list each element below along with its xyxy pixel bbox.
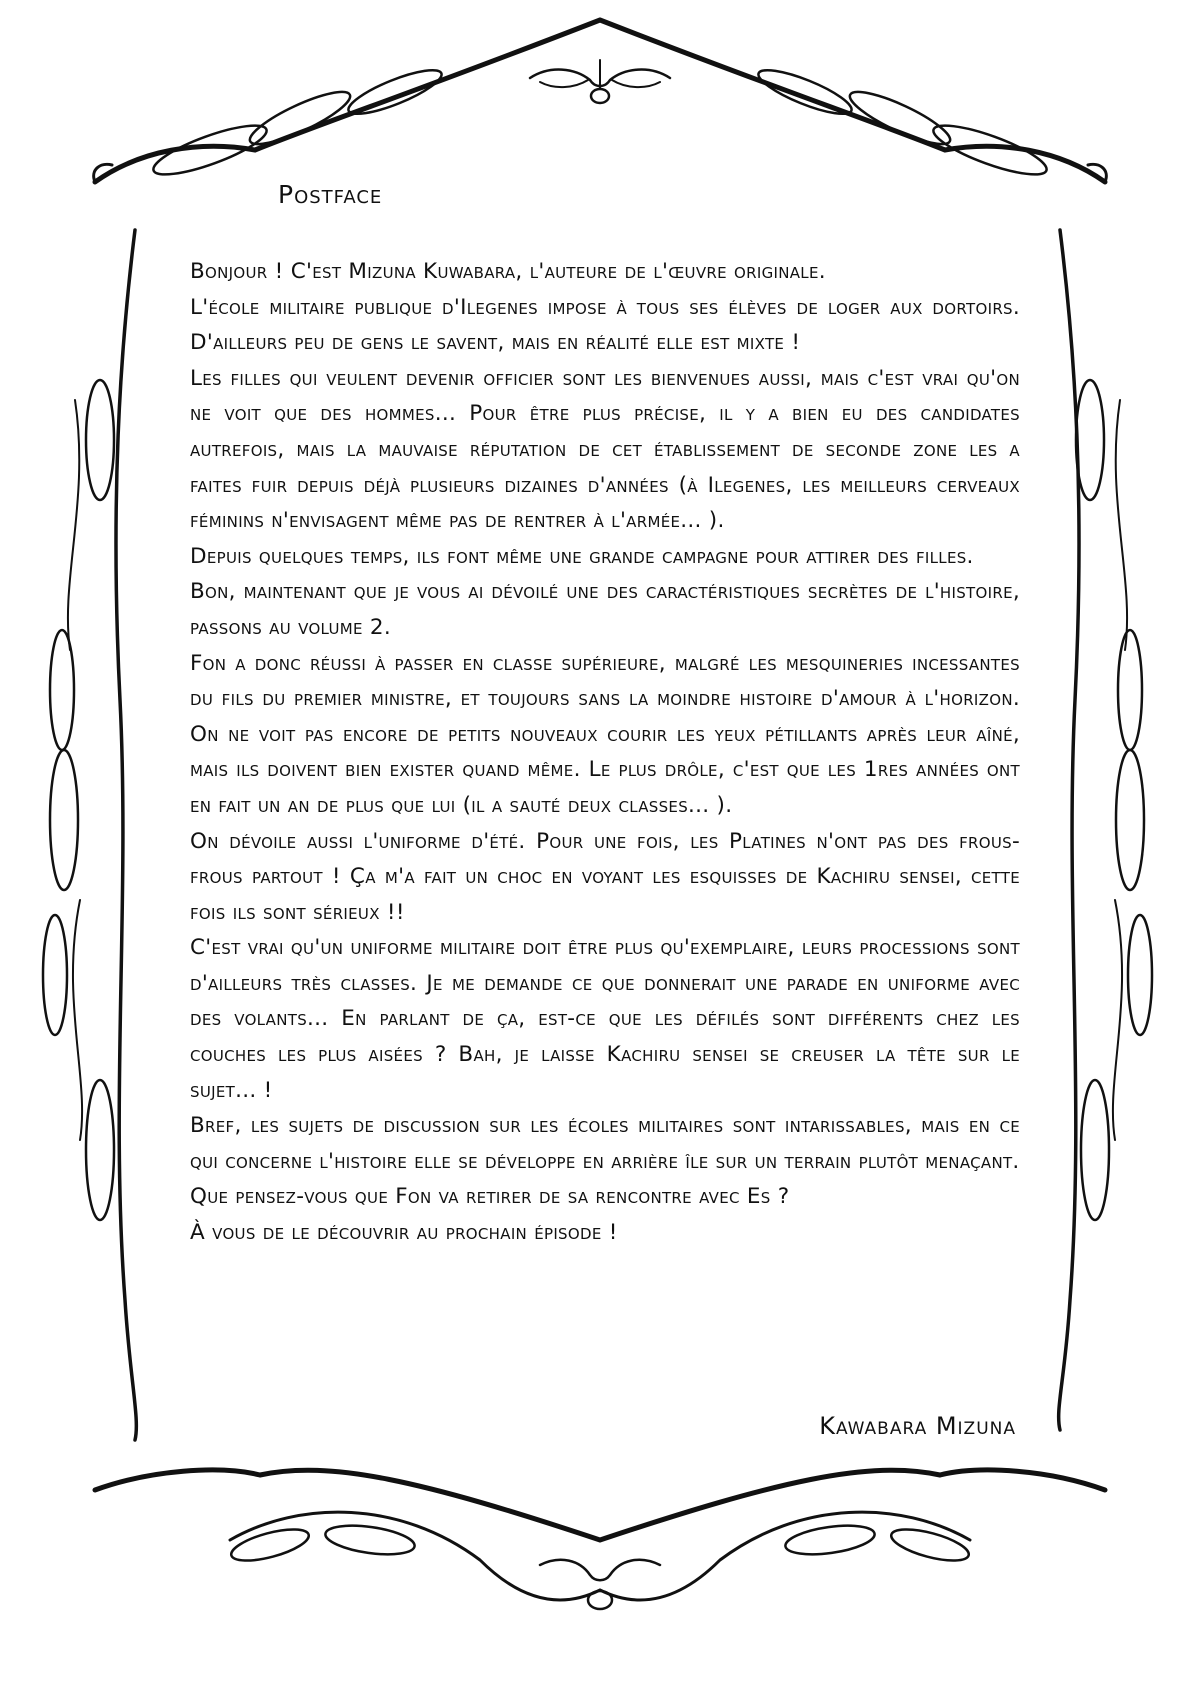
author-signature: Kawabara Mizuna: [819, 1412, 1016, 1440]
paragraph: Que pensez-vous que Fon va retirer de sa rencontre avec Es ?: [190, 1184, 790, 1210]
postface-body: [190, 254, 1020, 1251]
paragraph: À vous de le découvrir au prochain épisode !: [190, 1220, 618, 1246]
bottom-flourish: [95, 1470, 1105, 1609]
right-flourish: [1059, 230, 1152, 1430]
paragraph: Bon, maintenant que je vous ai dévoilé une des caractéristiques secrètes de l'histoire, passons au volume 2.: [190, 579, 1020, 640]
paragraph: Bonjour ! C'est Mizuna Kuwabara, l'auteure de l'œuvre originale.: [190, 259, 826, 284]
paragraph: Fon a donc réussi à passer en classe supérieure, malgré les mesquineries incessantes du fils du premier ministre, et toujours sans la moindre histoire d'amour à l'horizon. On ne voit pas encore de petits nouveaux courir les yeux pétillants après leur aîné, mais ils doivent bien exister quand même. Le plus drôle, c'est que les 1res années ont en fait un an de plus que lui (il a sauté deux classes... ).: [190, 650, 1020, 818]
page-title: Postface: [278, 180, 383, 209]
left-flourish: [43, 230, 136, 1440]
paragraph: L'école militaire publique d'Ilegenes impose à tous ses élèves de loger aux dortoirs. D'ailleurs peu de gens le savent, mais en réalité elle est mixte !: [190, 294, 1020, 356]
paragraph: Bref, les sujets de discussion sur les écoles militaires sont intarissables, mais en ce qui concerne l'histoire elle se développe en arrière île sur un terrain plutôt menaçant.: [190, 1113, 1020, 1174]
paragraph: Les filles qui veulent devenir officier sont les bienvenues aussi, mais c'est vrai qu'on ne voit que des hommes... Pour être plus précise, il y a bien eu des candidates autrefois, mais la mauvaise réputation de cet établissement de seconde zone les a faites fuir depuis déjà plusieurs dizaines d'années (à Ilegenes, les meilleurs cerveaux féminins n'envisagent même pas de rentrer à l'armée... ).: [190, 365, 1020, 534]
paragraph: On dévoile aussi l'uniforme d'été. Pour une fois, les Platines n'ont pas des frous-frous partout ! Ça m'a fait un choc en voyant les esquisses de Kachiru sensei, cette fois ils sont sérieux !!: [190, 828, 1020, 925]
top-flourish: [94, 20, 1107, 184]
paragraph: C'est vrai qu'un uniforme militaire doit être plus qu'exemplaire, leurs processions sont d'ailleurs très classes. Je me demande ce que donnerait une parade en uniforme avec des volants... En parlant de ça, est-ce que les défilés sont différents chez les couches les plus aisées ? Bah, je laisse Kachiru sensei se creuser la tête sur le sujet... !: [190, 935, 1020, 1103]
paragraph: Depuis quelques temps, ils font même une grande campagne pour attirer des filles.: [190, 543, 974, 569]
